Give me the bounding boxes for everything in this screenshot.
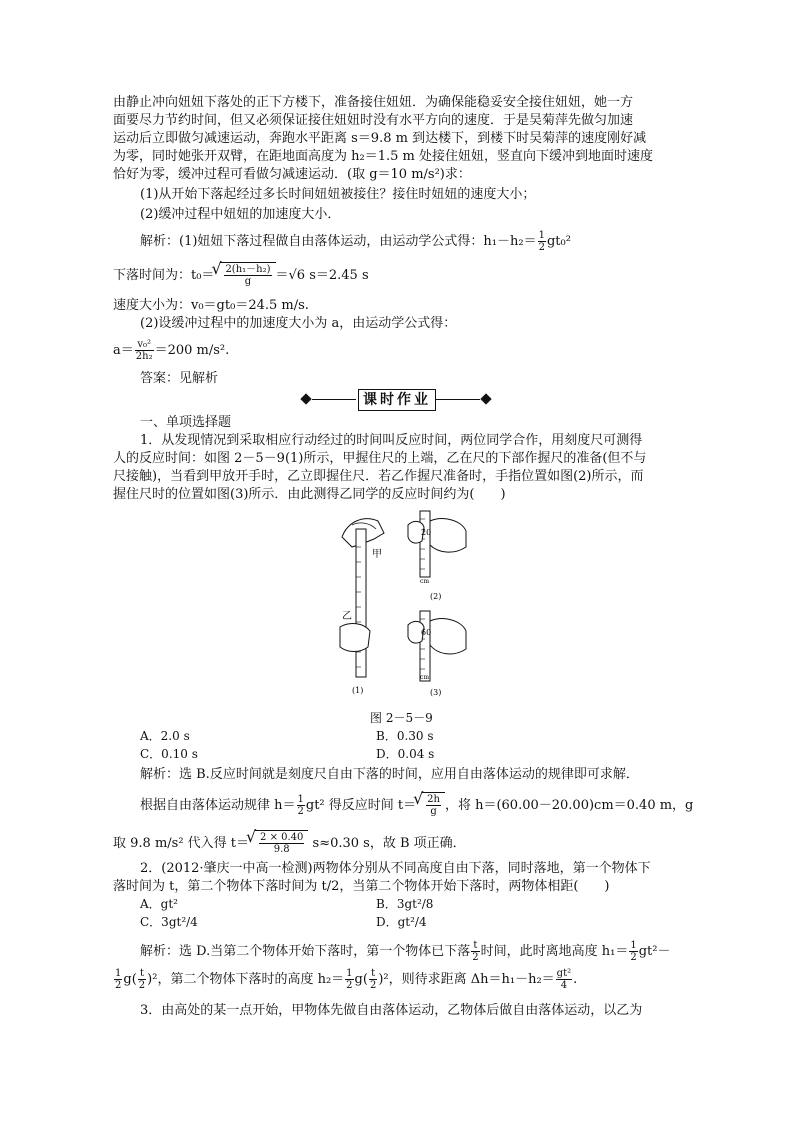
ruler-3 <box>420 611 430 681</box>
solution-tail: gt₀² <box>546 234 571 249</box>
option-a: A．2.0 s <box>140 729 190 743</box>
question-text-line: 握住尺时的位置如图(3)所示．由此测得乙同学的反应时间约为( ) <box>113 487 506 502</box>
mark-60: 60 <box>421 628 432 637</box>
sub-question-2: (2)缓冲过程中妞妞的加速度大小． <box>140 207 341 222</box>
hand-yi-icon <box>340 624 370 652</box>
question-3-line: 3．由高处的某一点开始，甲物体先做自由落体运动，乙物体后做自由落体运动，以乙为 <box>140 1003 643 1018</box>
mark-20: 20 <box>421 528 432 537</box>
banner-title: 课时作业 <box>358 389 436 411</box>
answer-line: 答案：见解析 <box>140 371 219 386</box>
divider <box>312 399 356 400</box>
question-2-line: 落时间为 t，第二个物体下落时间为 t/2，当第二个物体开始下落时，两物体相距( ) <box>113 879 610 894</box>
fall-time-result: ＝√6 s＝2.45 s <box>275 268 369 283</box>
sub-question-1: (1)从开始下落起经过多长时间妞妞被接住？接住时妞妞的速度大小； <box>140 187 536 202</box>
problem-text-line: 恰好为零，缓冲过程可看做匀减速运动．(取 g＝10 m/s²)求： <box>113 167 471 182</box>
q2-solution-line-2: $\frac{1}{2}$ g( $\frac{t}{2}$ )²，第二个物体下落时的高度 h₂＝ $\frac{1}{2}$ g( $\frac{t}{2}$ )²，则待求距离 Δh＝h₁－h₂＝ $\frac{\text{gt²}}{4}$ . <box>115 968 578 991</box>
problem-text-line: 由静止冲向妞妞下落处的正下方楼下，准备接住妞妞．为确保能稳妥安全接住妞妞，她一方 <box>113 95 634 110</box>
label-n1: (1) <box>352 686 364 695</box>
hand-3-icon <box>430 619 466 654</box>
ruler-1 <box>356 529 366 677</box>
q1-solution-line: 解析：选 B.反应时间就是刻度尺自由下落的时间，应用自由落体运动的规律即可求解． <box>140 767 639 782</box>
fraction-half: $\frac{1}{2}$ <box>538 230 545 253</box>
solution-step-1 <box>140 230 571 253</box>
hand-2-icon <box>430 519 466 552</box>
label-jia: 甲 <box>372 549 382 560</box>
q1-solution-line-3: 取 9.8 m/s² 代入得 t＝ √ $\frac{2 \times 0.40}{9.8}$ s≈0.30 s，故 B 项正确． <box>113 830 466 855</box>
ruler-2 <box>420 511 430 577</box>
question-text-line: 人的反应时间：如图 2－5－9(1)所示，甲握住尺的上端，乙在尺的下部作握尺的准备(但不与 <box>113 451 647 466</box>
unit-cm-2: cm <box>420 578 430 585</box>
q1-solution-line-2: 根据自由落体运动规律 h＝ $\frac{1}{2}$ gt² 得反应时间 t＝ √ $\frac{2h}{g}$ ，将 h＝(60.00－20.00)cm＝0.40 m，g <box>140 792 693 817</box>
label-n3: (3) <box>430 688 442 697</box>
option-b: B．3gt²/8 <box>376 897 434 911</box>
fall-time-label: 下落时间为：t₀＝ <box>113 268 215 283</box>
fall-time-equation <box>113 262 369 287</box>
option-d: D．gt²/4 <box>376 915 427 929</box>
question-2-line: 2．(2012·肇庆一中高一检测)两物体分别从不同高度自由下落，同时落地，第一个物体下 <box>140 861 651 876</box>
option-a: A．gt² <box>140 897 178 911</box>
label-yi: 乙 <box>342 611 352 622</box>
option-c: C．0.10 s <box>140 747 198 761</box>
option-c: C．3gt²/4 <box>140 915 198 929</box>
velocity-line: 速度大小为：v₀＝gt₀＝24.5 m/s. <box>113 298 309 313</box>
solution-step-2: (2)设缓冲过程中的加速度大小为 a，由运动学公式得： <box>140 316 457 331</box>
section-heading: 一、单项选择题 <box>140 415 232 430</box>
label-n2: (2) <box>430 592 442 601</box>
acceleration-equation: a＝ $\frac{\text{v₀²}}{\text{2h₂}}$ ＝200 m/s². <box>113 339 230 362</box>
figure-caption: 图 2－5－9 <box>370 711 433 725</box>
problem-text-line: 面要尽力节约时间，但又必须保证接住妞妞时没有水平方向的速度．于是吴菊萍先做匀加速 <box>113 113 634 128</box>
problem-text-line: 运动后立即做匀减速运动，奔跑水平距离 s＝9.8 m 到达楼下，到楼下时吴菊萍的速度刚好减 <box>113 131 647 146</box>
problem-text-line: 为零，同时她张开双臂，在距地面高度为 h₂＝1.5 m 处接住妞妞，竖直向下缓冲到地面时速度 <box>113 149 653 164</box>
divider <box>436 399 480 400</box>
question-text-line: 1．从发现情况到采取相应行动经过的时间叫反应时间，两位同学合作，用刻度尺可测得 <box>140 433 643 448</box>
ruler-reaction-figure <box>334 507 470 699</box>
option-d: D．0.04 s <box>376 747 435 761</box>
solution-text: 解析：(1)妞妞下落过程做自由落体运动，由运动学公式得：h₁－h₂＝ <box>140 234 537 249</box>
q2-solution-line-1: 解析：选 D.当第二个物体开始下落时，第一个物体已下落 $\frac{t}{2}$ 时间，此时离地高度 h₁＝ $\frac{1}{2}$ gt²－ <box>140 940 671 963</box>
option-b: B．0.30 s <box>376 729 434 743</box>
section-banner <box>300 389 492 411</box>
diamond-icon <box>300 393 311 404</box>
unit-cm-3: cm <box>420 674 430 681</box>
acceleration-fraction: $\frac{\text{v₀²}}{\text{2h₂}}$ <box>135 339 153 362</box>
sqrt-expression: √ $\frac{\text{2(h₁－h₂)}}{g}$ <box>220 262 275 287</box>
diamond-icon <box>480 393 491 404</box>
question-text-line: 尺接触)，当看到甲放开手时，乙立即握住尺．若乙作握尺准备时，手指位置如图(2)所示，而 <box>113 469 644 484</box>
